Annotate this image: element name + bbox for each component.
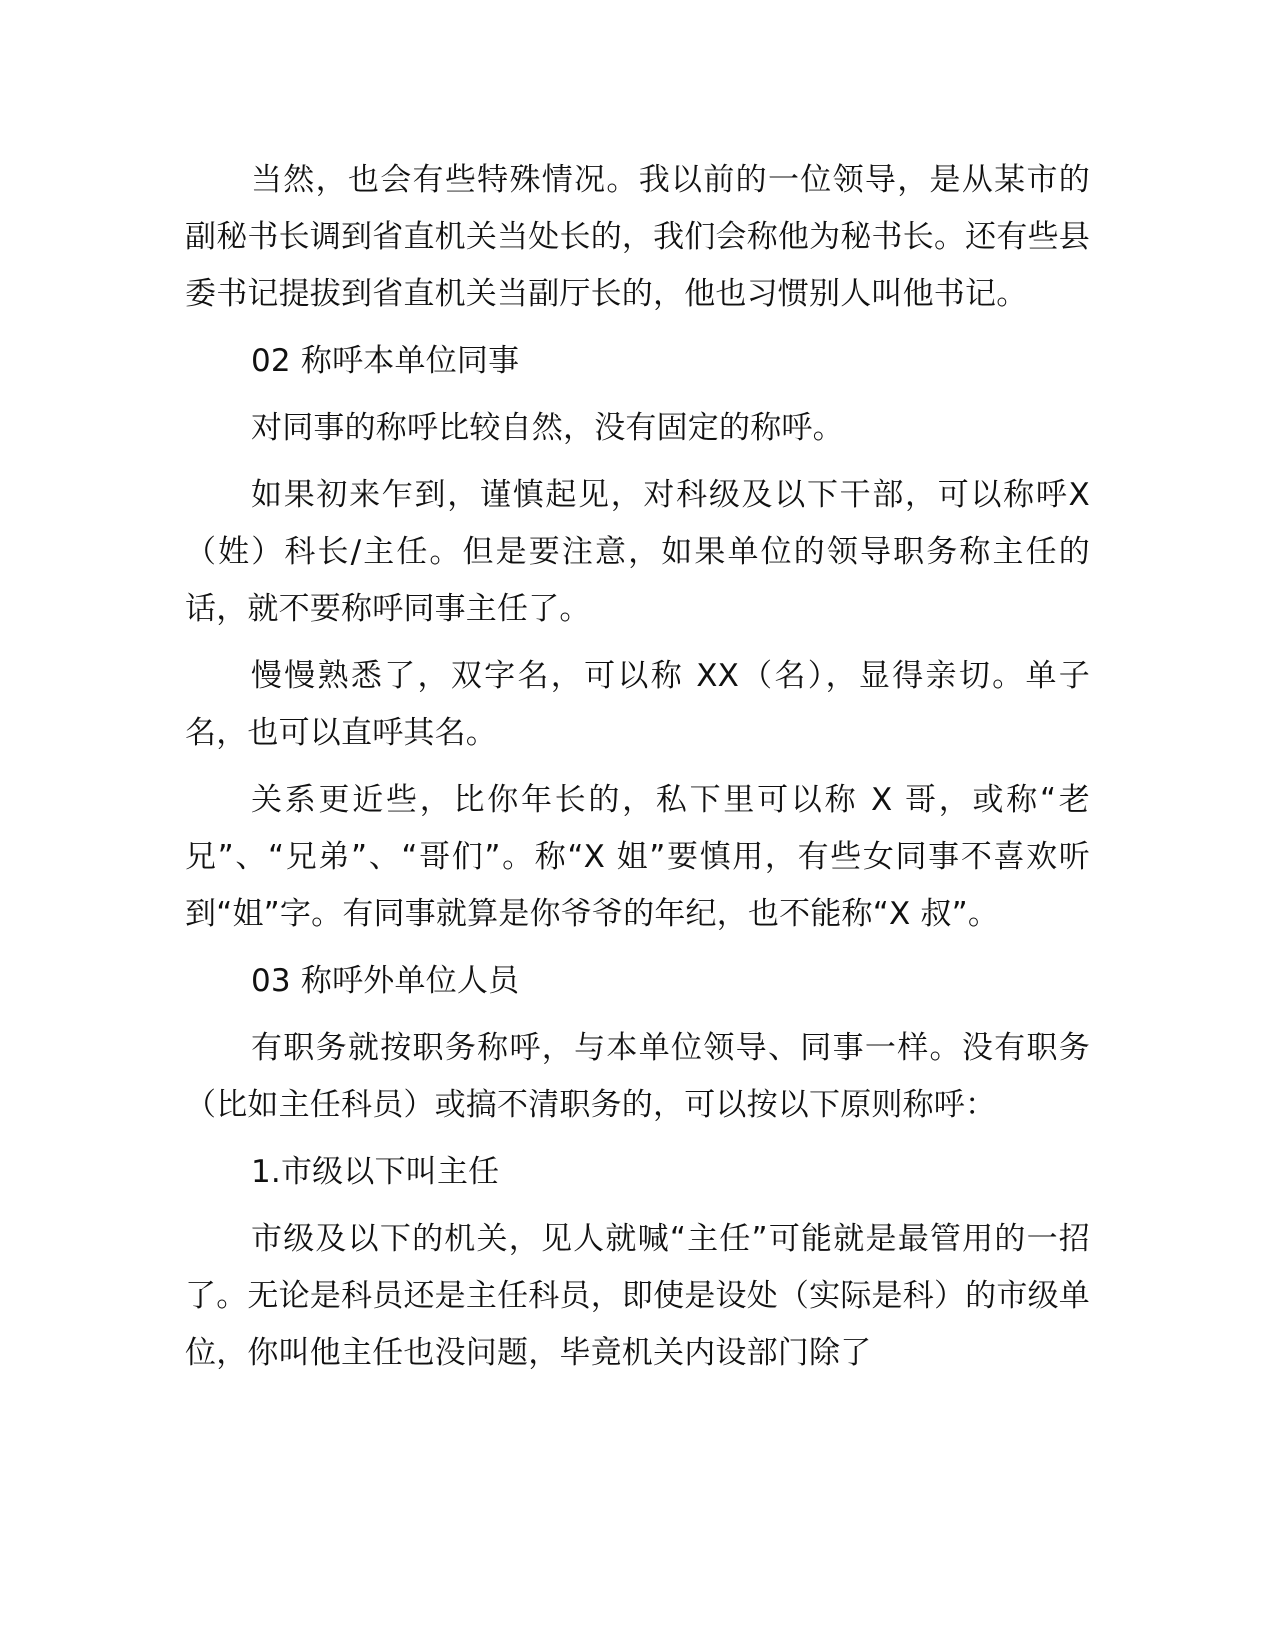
section-heading-02: 02 称呼本单位同事 bbox=[251, 343, 520, 379]
paragraph-closer: 关系更近些，比你年长的，私下里可以称 X 哥，或称“老兄”、“兄弟”、“哥们”。称“X 姐”要慎用，有些女同事不喜欢听到“姐”字。有同事就算是你爷爷的年纪，也不能称“X 叔”。 bbox=[185, 782, 1090, 932]
paragraph-city-director: 市级及以下的机关，见人就喊“主任”可能就是最管用的一招了。无论是科员还是主任科员，即使是设处（实际是科）的市级单位，你叫他主任也没问题，毕竟机关内设部门除了 bbox=[185, 1221, 1090, 1371]
document-page bbox=[185, 152, 1090, 1392]
subheading-city-level: 1.市级以下叫主任 bbox=[251, 1154, 500, 1190]
paragraph-external-title: 有职务就按职务称呼，与本单位领导、同事一样。没有职务（比如主任科员）或搞不清职务的，可以按以下原则称呼： bbox=[185, 1030, 1090, 1123]
paragraph-newcomer: 如果初来乍到，谨慎起见，对科级及以下干部，可以称呼X（姓）科长/主任。但是要注意，如果单位的领导职务称主任的话，就不要称呼同事主任了。 bbox=[185, 477, 1090, 627]
paragraph-special-cases: 当然，也会有些特殊情况。我以前的一位领导，是从某市的副秘书长调到省直机关当处长的，我们会称他为秘书长。还有些县委书记提拔到省直机关当副厅长的，他也习惯别人叫他书记。 bbox=[185, 162, 1090, 312]
section-heading-03: 03 称呼外单位人员 bbox=[251, 963, 520, 999]
paragraph-familiar: 慢慢熟悉了，双字名，可以称 XX（名），显得亲切。单子名，也可以直呼其名。 bbox=[185, 658, 1090, 751]
paragraph-colleague-natural: 对同事的称呼比较自然，没有固定的称呼。 bbox=[251, 410, 844, 446]
